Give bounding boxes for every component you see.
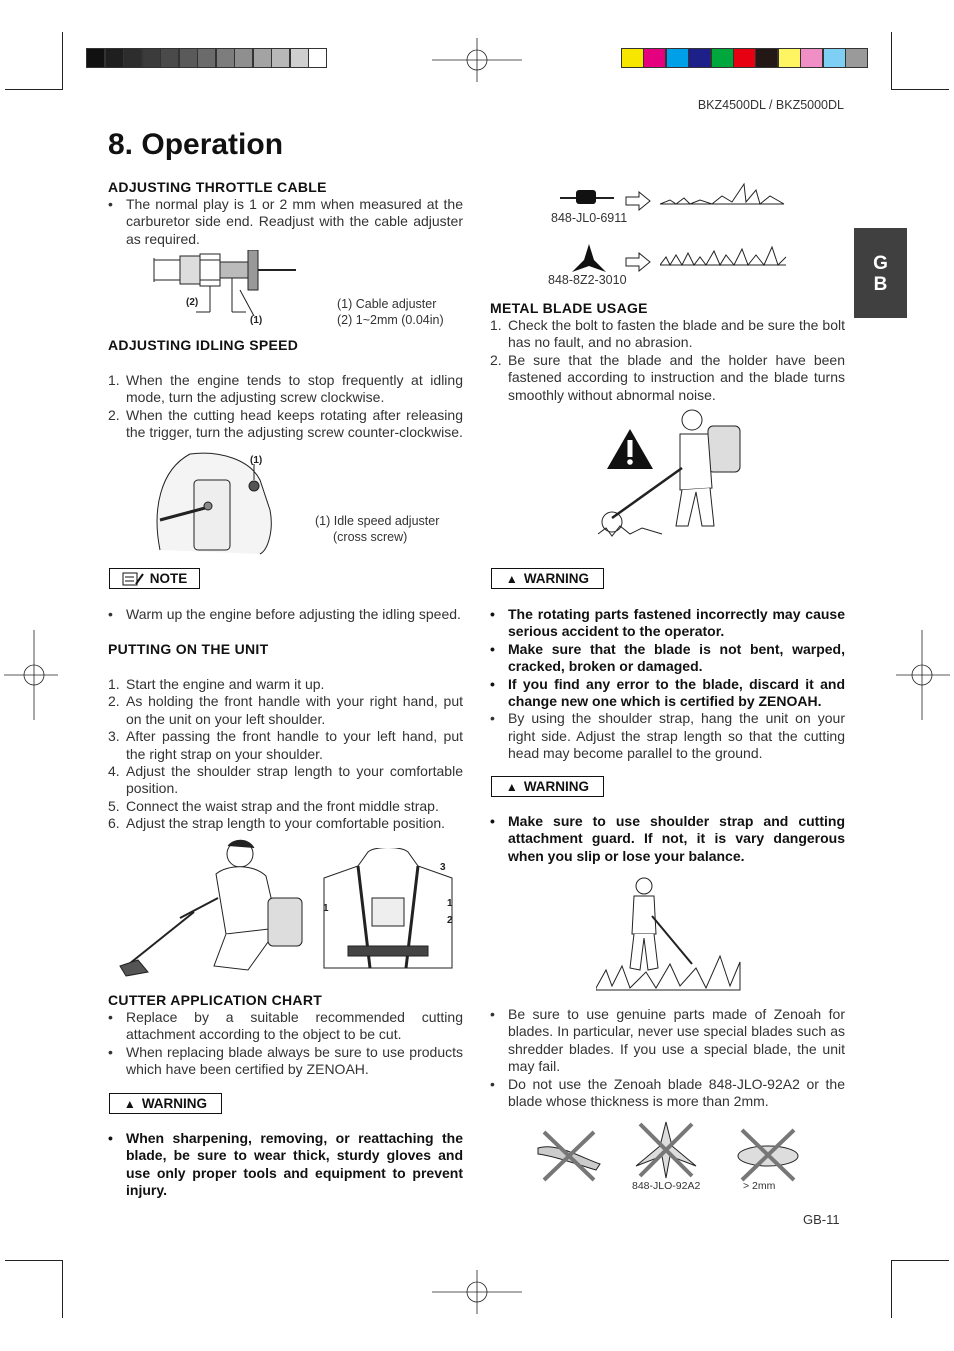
figure-label: 3 xyxy=(440,862,446,873)
crop-mark xyxy=(891,89,949,90)
section-heading-throttle: ADJUSTING THROTTLE CABLE xyxy=(108,179,327,195)
color-swatch xyxy=(643,48,666,68)
genuine-parts-list: • Be sure to use genuine parts made of Zenoah for blades. In particular, never use special blades such as shredder blades. If you use a special blade, the unit may fail. • Do not use the Zenoah blade 848-JLO-92A2 or the blade whose thickness is more than 2mm. xyxy=(490,1006,845,1110)
note-icon xyxy=(122,572,144,586)
page-title: 8. Operation xyxy=(108,128,284,161)
color-swatch xyxy=(688,48,711,68)
warning-badge: ▲ WARNING xyxy=(491,568,604,589)
registration-mark-left xyxy=(4,630,58,720)
gray-swatch xyxy=(290,48,309,68)
gray-swatch xyxy=(271,48,290,68)
warning1-list: • When sharpening, removing, or reattaching the blade, be sure to wear thick, sturdy gloves and use only proper tools and equipment to prevent injury. xyxy=(108,1130,463,1199)
figure-label: (1) xyxy=(250,315,263,326)
crop-mark xyxy=(891,32,892,90)
part-number: 848-8Z2-3010 xyxy=(548,273,627,287)
crop-mark xyxy=(5,1260,63,1261)
figure-label: 1 xyxy=(323,903,329,914)
prohibited-blade-2 xyxy=(634,1120,698,1180)
figure-label: 2 xyxy=(447,915,453,926)
language-tab: G B xyxy=(854,228,907,318)
kneeling-operator-figure xyxy=(118,838,308,978)
warning-icon: ▲ xyxy=(123,1096,136,1111)
figure-label: (1) xyxy=(250,455,263,466)
color-swatch xyxy=(621,48,644,68)
crop-mark xyxy=(5,89,63,90)
page-number: GB-11 xyxy=(803,1212,840,1227)
gray-swatch xyxy=(197,48,216,68)
gray-swatch xyxy=(123,48,142,68)
color-swatch xyxy=(755,48,778,68)
prohibited-blade-1 xyxy=(536,1128,602,1182)
gray-swatch xyxy=(308,48,327,68)
arrow-right-icon xyxy=(625,191,651,211)
figure-caption: (1) Cable adjuster (2) 1~2mm (0.04in) xyxy=(337,297,444,327)
crop-mark xyxy=(891,1260,892,1318)
color-swatch xyxy=(733,48,756,68)
warning-badge: ▲ WARNING xyxy=(491,776,604,797)
metal-list: 1. Check the bolt to fasten the blade and be sure the bolt has no fault, and no abrasion. 2. Be sure that the blade and the holder have been fastened according to instruction and the blade turns smoothly without abnormal noise. xyxy=(490,317,845,403)
section-heading-cutter: CUTTER APPLICATION CHART xyxy=(108,992,323,1008)
figure-caption: (1) Idle speed adjuster (cross screw) xyxy=(315,514,440,544)
gray-swatch xyxy=(253,48,272,68)
crop-mark xyxy=(62,32,63,90)
brush-icon xyxy=(660,243,788,267)
figure-label: 848-JLO-92A2 xyxy=(632,1180,701,1192)
gray-swatch xyxy=(105,48,124,68)
gray-swatch xyxy=(142,48,161,68)
color-swatch xyxy=(845,48,868,68)
gray-swatch xyxy=(160,48,179,68)
registration-mark-top xyxy=(432,38,522,82)
section-heading-metal: METAL BLADE USAGE xyxy=(490,300,648,316)
color-swatch xyxy=(711,48,734,68)
warning-badge: ▲ WARNING xyxy=(109,1093,222,1114)
nylon-head-icon xyxy=(560,186,614,210)
arrow-right-icon xyxy=(625,252,651,272)
crop-mark xyxy=(62,1260,63,1318)
warning-icon: ▲ xyxy=(505,779,518,794)
operator-strap-figure xyxy=(596,876,742,992)
warning2-list: • The rotating parts fastened incorrectly may cause serious accident to the operator. • Make sure that the blade is not bent, warped, cracked, broken or damaged. • If you find any error to the blade, discard it and change new one which is certified by ZENOAH. • By using the shoulder strap, hang the unit on your right side. Adjust the strap length so that the cutting head may become parallel to the ground. xyxy=(490,606,845,762)
color-swatch xyxy=(666,48,689,68)
registration-mark-bottom xyxy=(432,1270,522,1314)
operator-metal-blade-figure xyxy=(592,408,752,548)
figure-label: > 2mm xyxy=(743,1180,776,1192)
note-text: • Warm up the engine before adjusting the idling speed. xyxy=(108,606,461,622)
crop-mark xyxy=(891,1260,949,1261)
color-swatch xyxy=(823,48,846,68)
throttle-cable-figure xyxy=(150,250,300,330)
prohibited-blade-3 xyxy=(734,1126,802,1182)
throttle-text: • The normal play is 1 or 2 mm when measured at the carburetor side end. Readjust with the cable adjuster as required. xyxy=(108,196,463,247)
grass-icon xyxy=(660,176,785,206)
gray-swatch xyxy=(179,48,198,68)
gray-swatch xyxy=(86,48,105,68)
harness-figure xyxy=(318,848,458,973)
figure-label: (2) xyxy=(186,297,199,308)
color-swatch xyxy=(778,48,801,68)
cutter-list: • Replace by a suitable recommended cutting attachment according to the object to be cut. • When replacing blade always be sure to use products which have been certified by ZENOAH. xyxy=(108,1009,463,1078)
section-heading-idling: ADJUSTING IDLING SPEED xyxy=(108,337,299,353)
model-number: BKZ4500DL / BKZ5000DL xyxy=(697,98,844,112)
figure-label: 1 xyxy=(447,898,453,909)
color-swatch xyxy=(800,48,823,68)
warning3-list: • Make sure to use shoulder strap and cutting attachment guard. If not, it is vary dangerous when you slip or lose your balance. xyxy=(490,813,845,864)
registration-mark-right xyxy=(896,630,950,720)
idling-list: 1. When the engine tends to stop frequently at idling mode, turn the adjusting screw clockwise. 2. When the cutting head keeps rotating after releasing the trigger, turn the adjusting screw counter-clockwise. xyxy=(108,372,463,441)
section-heading-putting: PUTTING ON THE UNIT xyxy=(108,641,269,657)
part-number: 848-JL0-6911 xyxy=(551,211,628,225)
putting-list: 1. Start the engine and warm it up. 2. As holding the front handle with your right hand, put on the unit on your left shoulder. 3. After passing the front handle to your left hand, put the right strap on your shoulder. 4. Adjust the shoulder strap length to your comfortable position. 5. Connect the waist strap and the front middle strap. 6. Adjust the strap length to your comfortable position. xyxy=(108,676,463,832)
warning-icon: ▲ xyxy=(505,571,518,586)
blade-icon xyxy=(572,244,606,274)
gray-swatch xyxy=(234,48,253,68)
note-badge: NOTE xyxy=(109,568,200,589)
gray-swatch xyxy=(216,48,235,68)
